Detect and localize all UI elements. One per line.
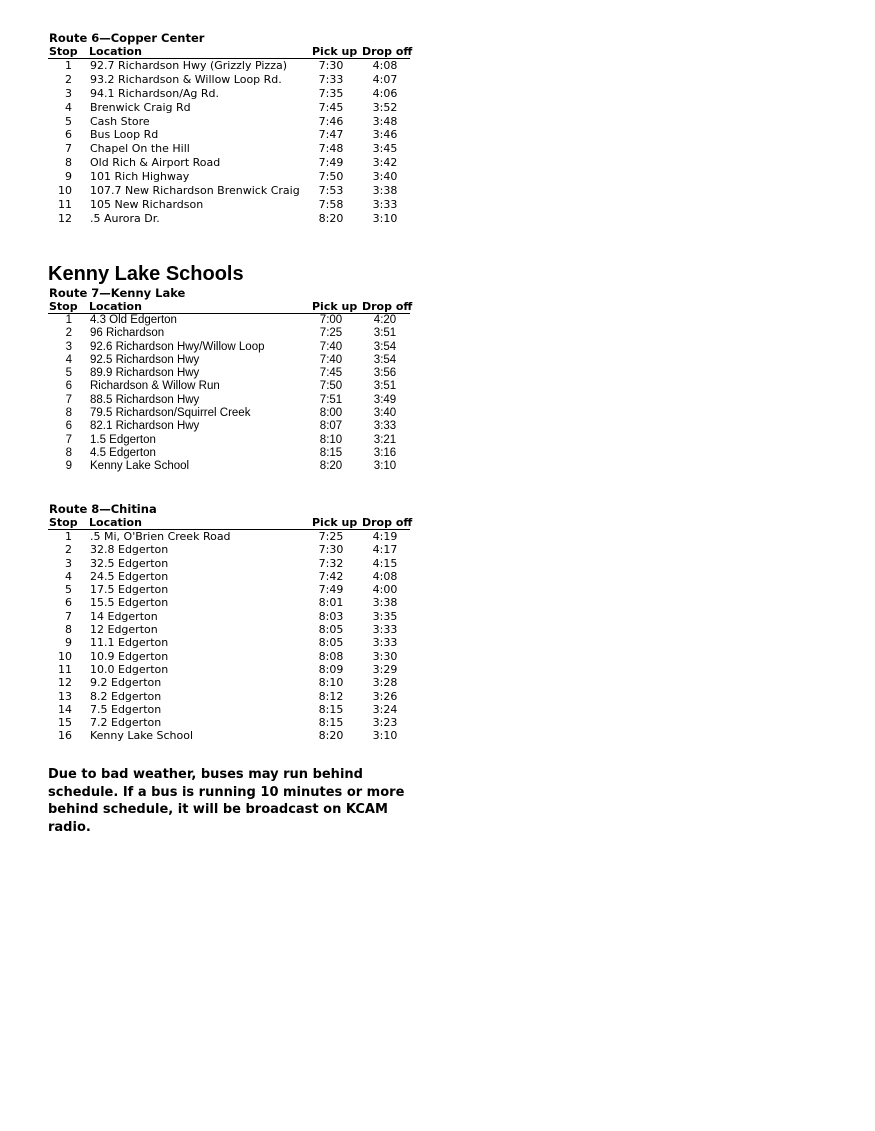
table-row: [48, 354, 410, 367]
pickup-time: 7:45: [319, 367, 343, 380]
pickup-time: 7:58: [318, 197, 344, 211]
route-8-table: [48, 516, 413, 743]
stop-location: 32.5 Edgerton: [90, 556, 169, 570]
stop-location: Kenny Lake School: [90, 729, 194, 743]
pickup-time: 8:10: [319, 433, 343, 446]
stop-number: 11: [58, 662, 72, 676]
table-row: [48, 636, 410, 649]
table-row: [48, 610, 410, 623]
table-row: [48, 407, 410, 420]
stop-number: 6: [65, 380, 72, 393]
table-row: [48, 434, 410, 447]
route-8-title: Route 8—Chitina: [49, 502, 157, 516]
stop-number: 6: [65, 596, 72, 610]
pickup-time: 8:01: [318, 596, 344, 610]
table-row: [48, 156, 410, 170]
dropoff-time: 3:40: [373, 407, 397, 420]
dropoff-time: 3:10: [372, 211, 398, 225]
table-row: [48, 623, 410, 636]
header-location: Location: [89, 516, 142, 529]
school-heading: Kenny Lake Schools: [48, 263, 244, 285]
table-row: [48, 59, 410, 73]
header-dropoff: Drop off: [362, 516, 413, 529]
pickup-time: 7:30: [318, 59, 344, 72]
dropoff-time: 3:52: [372, 100, 398, 114]
stop-location: Old Rich & Airport Road: [90, 156, 221, 170]
table-header: [48, 45, 413, 59]
dropoff-time: 4:07: [372, 72, 398, 86]
table-rows: [48, 314, 410, 474]
pickup-time: 7:00: [319, 314, 343, 326]
dropoff-time: 3:35: [372, 609, 398, 623]
pickup-time: 7:25: [319, 327, 343, 340]
stop-number: 10: [58, 649, 72, 663]
stop-number: 12: [58, 211, 72, 225]
header-location: Location: [89, 45, 142, 58]
pickup-time: 8:20: [318, 729, 344, 743]
table-row: [48, 530, 410, 543]
pickup-time: 7:50: [319, 380, 343, 393]
pickup-time: 7:42: [318, 569, 344, 583]
pickup-time: 7:47: [318, 128, 344, 142]
stop-location: 94.1 Richardson/Ag Rd.: [90, 86, 220, 100]
dropoff-time: 3:33: [372, 636, 398, 650]
dropoff-time: 3:33: [373, 420, 397, 433]
dropoff-time: 3:56: [373, 367, 397, 380]
stop-location: 7.2 Edgerton: [90, 716, 162, 730]
stop-location: 14 Edgerton: [90, 609, 158, 623]
dropoff-time: 3:33: [372, 623, 398, 637]
stop-number: 8: [65, 407, 72, 420]
table-row: [48, 663, 410, 676]
dropoff-time: 4:00: [372, 583, 398, 597]
stop-number: 1: [65, 59, 72, 72]
stop-location: Kenny Lake School: [90, 460, 190, 473]
dropoff-time: 3:38: [372, 596, 398, 610]
stop-location: 7.5 Edgerton: [90, 702, 162, 716]
stop-number: 1: [65, 530, 72, 543]
stop-location: Richardson & Willow Run: [90, 380, 220, 393]
stop-location: 11.1 Edgerton: [90, 636, 169, 650]
stop-location: 1.5 Edgerton: [90, 433, 156, 446]
route-7-table: [48, 300, 413, 474]
pickup-time: 8:20: [318, 211, 344, 225]
pickup-time: 7:30: [318, 543, 344, 557]
dropoff-time: 3:33: [372, 197, 398, 211]
header-stop: Stop: [49, 300, 78, 313]
pickup-time: 8:05: [318, 623, 344, 637]
dropoff-time: 3:29: [372, 662, 398, 676]
header-pickup: Pick up: [312, 45, 358, 58]
dropoff-time: 3:24: [372, 702, 398, 716]
dropoff-time: 3:28: [372, 676, 398, 690]
pickup-time: 7:35: [318, 86, 344, 100]
stop-location: 8.2 Edgerton: [90, 689, 162, 703]
stop-number: 5: [65, 583, 72, 597]
stop-location: 92.6 Richardson Hwy/Willow Loop: [90, 340, 265, 353]
table-header: [48, 516, 413, 530]
table-row: [48, 596, 410, 609]
stop-location: Bus Loop Rd: [90, 128, 159, 142]
pickup-time: 7:51: [319, 393, 343, 406]
table-row: [48, 447, 410, 460]
dropoff-time: 3:51: [373, 380, 397, 393]
pickup-time: 7:50: [318, 170, 344, 184]
table-rows: [48, 530, 410, 743]
dropoff-time: 3:10: [373, 460, 397, 473]
stop-location: 9.2 Edgerton: [90, 676, 162, 690]
dropoff-time: 3:16: [373, 446, 397, 459]
stop-location: 93.2 Richardson & Willow Loop Rd.: [90, 72, 282, 86]
dropoff-time: 4:08: [372, 569, 398, 583]
dropoff-time: 3:21: [373, 433, 397, 446]
route-6-table: [48, 45, 413, 226]
dropoff-time: 3:45: [372, 142, 398, 156]
dropoff-time: 4:15: [372, 556, 398, 570]
header-stop: Stop: [49, 45, 78, 58]
table-row: [48, 341, 410, 354]
stop-number: 4: [65, 569, 72, 583]
stop-location: 32.8 Edgerton: [90, 543, 169, 557]
stop-location: 24.5 Edgerton: [90, 569, 169, 583]
table-row: [48, 676, 410, 689]
pickup-time: 8:12: [318, 689, 344, 703]
stop-number: 11: [58, 197, 72, 211]
pickup-time: 8:10: [318, 676, 344, 690]
table-row: [48, 73, 410, 87]
stop-location: 10.0 Edgerton: [90, 662, 169, 676]
dropoff-time: 3:40: [372, 170, 398, 184]
stop-number: 6: [65, 128, 72, 142]
table-row: [48, 729, 410, 742]
table-row: [48, 101, 410, 115]
route-6-title: Route 6—Copper Center: [49, 31, 205, 45]
pickup-time: 7:40: [319, 340, 343, 353]
table-rows: [48, 59, 410, 226]
stop-number: 2: [65, 72, 72, 86]
table-row: [48, 557, 410, 570]
table-row: [48, 198, 410, 212]
dropoff-time: 3:46: [372, 128, 398, 142]
table-row: [48, 570, 410, 583]
stop-location: 88.5 Richardson Hwy: [90, 393, 200, 406]
table-row: [48, 367, 410, 380]
table-row: [48, 212, 410, 226]
stop-number: 15: [58, 716, 72, 730]
stop-location: .5 Aurora Dr.: [90, 211, 160, 225]
dropoff-time: 4:17: [372, 543, 398, 557]
pickup-time: 8:05: [318, 636, 344, 650]
stop-number: 1: [65, 314, 72, 326]
stop-number: 3: [65, 340, 72, 353]
stop-location: 15.5 Edgerton: [90, 596, 169, 610]
dropoff-time: 3:38: [372, 184, 398, 198]
header-location: Location: [89, 300, 142, 313]
table-row: [48, 115, 410, 129]
stop-number: 2: [65, 543, 72, 557]
stop-location: .5 Mi, O'Brien Creek Road: [90, 530, 231, 543]
table-header: [48, 300, 413, 314]
stop-number: 4: [65, 100, 72, 114]
stop-number: 9: [65, 460, 72, 473]
table-row: [48, 380, 410, 393]
stop-location: 82.1 Richardson Hwy: [90, 420, 200, 433]
dropoff-time: 4:08: [372, 59, 398, 72]
stop-number: 3: [65, 556, 72, 570]
pickup-time: 8:08: [318, 649, 344, 663]
stop-number: 9: [65, 636, 72, 650]
stop-location: 4.5 Edgerton: [90, 446, 156, 459]
stop-number: 13: [58, 689, 72, 703]
pickup-time: 8:07: [319, 420, 343, 433]
stop-number: 7: [65, 609, 72, 623]
stop-location: Chapel On the Hill: [90, 142, 190, 156]
stop-location: Cash Store: [90, 114, 150, 128]
stop-location: 10.9 Edgerton: [90, 649, 169, 663]
dropoff-time: 3:49: [373, 393, 397, 406]
table-row: [48, 650, 410, 663]
stop-number: 6: [65, 420, 72, 433]
table-row: [48, 583, 410, 596]
table-row: [48, 716, 410, 729]
pickup-time: 8:20: [319, 460, 343, 473]
dropoff-time: 3:51: [373, 327, 397, 340]
stop-number: 9: [65, 170, 72, 184]
stop-number: 5: [65, 114, 72, 128]
dropoff-time: 3:54: [373, 353, 397, 366]
dropoff-time: 3:10: [372, 729, 398, 743]
stop-number: 16: [58, 729, 72, 743]
stop-number: 8: [65, 623, 72, 637]
pickup-time: 7:45: [318, 100, 344, 114]
stop-location: 96 Richardson: [90, 327, 165, 340]
stop-location: 107.7 New Richardson Brenwick Craig: [90, 184, 300, 198]
pickup-time: 7:49: [318, 583, 344, 597]
header-pickup: Pick up: [312, 300, 358, 313]
table-row: [48, 87, 410, 101]
header-stop: Stop: [49, 516, 78, 529]
stop-location: 105 New Richardson: [90, 197, 204, 211]
table-row: [48, 420, 410, 433]
table-row: [48, 394, 410, 407]
dropoff-time: 4:06: [372, 86, 398, 100]
stop-number: 8: [65, 156, 72, 170]
pickup-time: 7:46: [318, 114, 344, 128]
table-row: [48, 314, 410, 327]
stop-number: 7: [65, 433, 72, 446]
table-row: [48, 543, 410, 556]
table-row: [48, 128, 410, 142]
dropoff-time: 3:30: [372, 649, 398, 663]
stop-location: 17.5 Edgerton: [90, 583, 169, 597]
table-row: [48, 690, 410, 703]
stop-location: 79.5 Richardson/Squirrel Creek: [90, 407, 251, 420]
pickup-time: 8:09: [318, 662, 344, 676]
pickup-time: 7:33: [318, 72, 344, 86]
header-dropoff: Drop off: [362, 45, 413, 58]
dropoff-time: 3:26: [372, 689, 398, 703]
pickup-time: 7:48: [318, 142, 344, 156]
stop-number: 3: [65, 86, 72, 100]
stop-number: 7: [65, 393, 72, 406]
pickup-time: 7:32: [318, 556, 344, 570]
table-row: [48, 170, 410, 184]
stop-number: 10: [58, 184, 72, 198]
stop-number: 12: [58, 676, 72, 690]
stop-number: 8: [65, 446, 72, 459]
stop-location: 92.7 Richardson Hwy (Grizzly Pizza): [90, 59, 287, 72]
dropoff-time: 3:48: [372, 114, 398, 128]
table-row: [48, 327, 410, 340]
route-7-title: Route 7—Kenny Lake: [49, 286, 186, 300]
pickup-time: 8:03: [318, 609, 344, 623]
pickup-time: 7:53: [318, 184, 344, 198]
header-dropoff: Drop off: [362, 300, 413, 313]
table-row: [48, 184, 410, 198]
dropoff-time: 3:23: [372, 716, 398, 730]
stop-location: 92.5 Richardson Hwy: [90, 353, 200, 366]
stop-location: 101 Rich Highway: [90, 170, 190, 184]
pickup-time: 7:25: [318, 530, 344, 543]
stop-location: Brenwick Craig Rd: [90, 100, 191, 114]
stop-number: 5: [65, 367, 72, 380]
pickup-time: 7:49: [318, 156, 344, 170]
stop-number: 14: [58, 702, 72, 716]
weather-notice: Due to bad weather, buses may run behind schedule. If a bus is running 10 minutes or more behind schedule, it will be broadcast on KCAM radio.: [48, 767, 405, 835]
pickup-time: 8:15: [318, 716, 344, 730]
stop-number: 4: [65, 353, 72, 366]
dropoff-time: 4:20: [373, 314, 397, 326]
stop-number: 2: [65, 327, 72, 340]
stop-location: 89.9 Richardson Hwy: [90, 367, 200, 380]
dropoff-time: 3:54: [373, 340, 397, 353]
pickup-time: 8:15: [318, 702, 344, 716]
stop-location: 4.3 Old Edgerton: [90, 314, 177, 326]
dropoff-time: 4:19: [372, 530, 398, 543]
pickup-time: 8:00: [319, 407, 343, 420]
table-row: [48, 703, 410, 716]
stop-number: 7: [65, 142, 72, 156]
table-row: [48, 460, 410, 473]
pickup-time: 8:15: [319, 446, 343, 459]
table-row: [48, 142, 410, 156]
dropoff-time: 3:42: [372, 156, 398, 170]
pickup-time: 7:40: [319, 353, 343, 366]
stop-location: 12 Edgerton: [90, 623, 158, 637]
header-pickup: Pick up: [312, 516, 358, 529]
